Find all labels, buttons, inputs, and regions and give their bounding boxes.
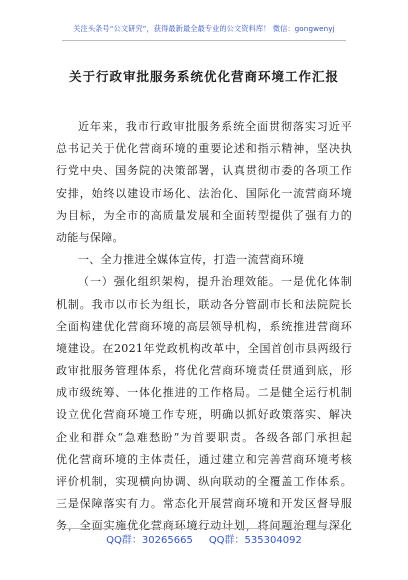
body-line: 企业和群众“急难愁盼”为首要职责。各级各部门承担起 bbox=[56, 430, 352, 444]
header-divider bbox=[62, 40, 346, 41]
body-line: 务，全面实施优化营商环境行动计划，将问题治理与深化 bbox=[56, 519, 352, 533]
body-line: 优化营商环境的主体责任，通过建立和完善营商环境考核 bbox=[56, 452, 352, 466]
footer-qq-group-1: QQ群：30265665 bbox=[106, 535, 193, 546]
body-line: 成市级统筹、一体化推进的工作格局。二是健全运行机制 bbox=[56, 386, 352, 400]
body-line: 三是保障落实有力。常态化开展营商环境和开发区督导服 bbox=[56, 497, 352, 511]
body-line: 行党中央、国务院的决策部署，认真贯彻市委的各项工作 bbox=[56, 164, 352, 178]
body-line: 设立优化营商环境工作专班，明确以抓好政策落实、解决 bbox=[56, 408, 352, 422]
body-line: 总书记关于优化营商环境的重要论述和指示精神，坚决执 bbox=[56, 142, 352, 156]
body-line: 近年来，我市行政审批服务系统全面贯彻落实习近平 bbox=[78, 120, 352, 133]
body-line: 动能与保障。 bbox=[56, 230, 124, 244]
body-line: 政审批服务管理体系，将优化营商环境责任贯通到底，形 bbox=[56, 364, 352, 378]
footer-contacts bbox=[0, 531, 408, 546]
footer-divider bbox=[62, 528, 346, 529]
footer-qq-group-2: QQ群：535304092 bbox=[208, 535, 302, 546]
body-line: （一）强化组织架构，提升治理效能。一是优化体制 bbox=[78, 275, 352, 289]
body-line: 评价机制，实现横向协调、纵向联动的全覆盖工作体系。 bbox=[56, 475, 352, 488]
body-line: 全面构建优化营商环境的高层领导机构，系统推进营商环 bbox=[56, 319, 352, 333]
header-note: 关注头条号“公文研究”，获得最新最全最专业的公文资料库！ 微信：gongwenyj bbox=[73, 24, 335, 33]
section-heading: 一、全力推进全媒体宣传，打造一流营商环境 bbox=[78, 253, 304, 267]
document-body bbox=[56, 116, 352, 538]
body-line: 境建设。在2021年党政机构改革中，全国首创市县两级行 bbox=[56, 341, 352, 355]
body-line: 为目标，为全市的高质量发展和全面转型提供了强有力的 bbox=[56, 208, 352, 222]
body-line: 安排，始终以建设市场化、法治化、国际化一流营商环境 bbox=[56, 186, 352, 200]
body-line: 机制。我市以市长为组长，联动各分管副市长和法院院长 bbox=[56, 297, 352, 311]
document-title: 关于行政审批服务系统优化营商环境工作汇报 bbox=[68, 69, 339, 84]
